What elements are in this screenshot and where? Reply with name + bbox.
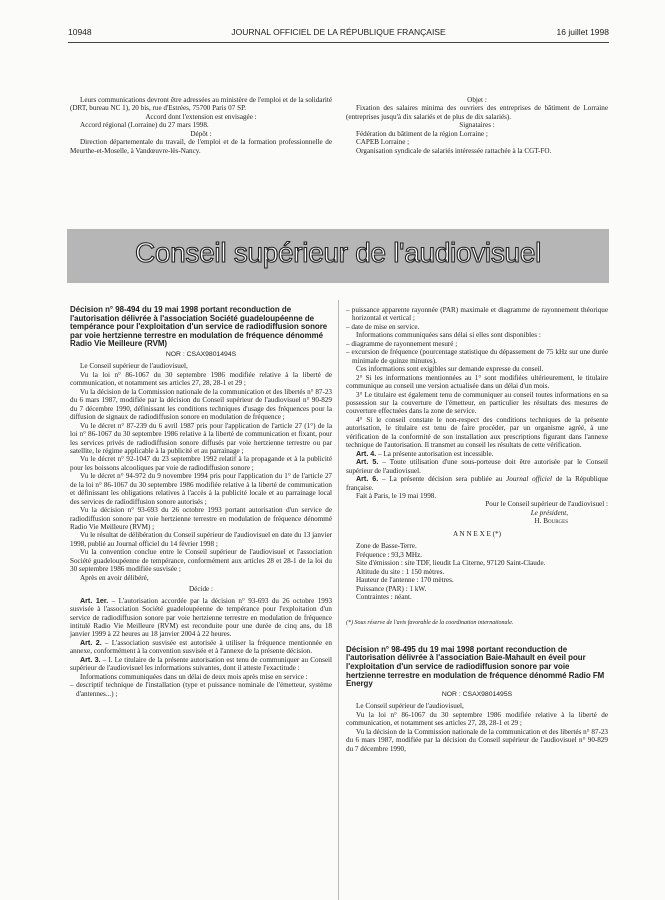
paragraph: Vu le décret n° 87-239 du 6 avril 1987 pris pour l'application de l'article 27 (1°) de la loi n° 86-1067 du 30 septembre 1986 relative à la liberté de communication et fixant, pour les services privés de radiodiffusion sonore diffusés par voie hertzienne terrestre ou par satellite, le régime applicable à la publicité et au parrainage ;: [70, 421, 332, 455]
paragraph: Dépôt :: [190, 129, 212, 138]
journal-name: Journal officiel: [506, 475, 552, 484]
article-text: de la République française.: [346, 475, 608, 492]
article: Art. 3. – I. Le titulaire de la présente autorisation est tenu de communiquer au Conseil supérieur de l'audiovisuel les informations suivantes, dont il atteste l'exactitude :: [70, 655, 333, 673]
issue-date: 16 juillet 1998: [556, 27, 609, 37]
paragraph: 3° Le titulaire est également tenu de communiquer au conseil toutes informations en sa possession sur la couverture de l'émetteur, en particulier les résultats des mesures de couverture effectuées dans la zone de service.: [346, 390, 608, 416]
paragraph: Informations communiquées dans un délai de deux mois après mise en service :: [80, 672, 308, 681]
article: Art. 1er. – L'autorisation accordée par la décision n° 93-693 du 26 octobre 1993 susvisée à l'association Société guadeloupéenne de tempérance pour l'exploitation d'un service de radiodiffusion sonore par voie hertzienne terrestre en modulation de fréquence intitulé Radio Vie Meilleure (RVM) est reconduite pour une durée de cinq ans, du 18 janvier 1999 à 22 heures au 18 janvier 2004 à 22 heures.: [70, 596, 333, 639]
paragraph: Direction départementale du travail, de l'emploi et de la formation professionnelle de Meurthe-et-Moselle, à Vandœuvre-lès-Nancy.: [70, 138, 332, 155]
annexe-footnote: (*) Sous réserve de l'avis favorable de la coordination internationale.: [346, 620, 514, 627]
paragraph: Vu la loi n° 86-1067 du 30 septembre 1986 modifiée relative à la liberté de communication, et notamment ses articles 27, 28, 28-1 et 29 ;: [346, 710, 608, 728]
paragraph: Fédération du bâtiment de la région Lorraine ;: [356, 129, 488, 138]
section-banner: [67, 229, 609, 283]
journal-title: JOURNAL OFFICIEL DE LA RÉPUBLIQUE FRANÇAISE: [231, 27, 446, 37]
annexe-item: Puissance (PAR) : 1 kW.: [356, 584, 427, 593]
article: Art. 5. – Toute utilisation d'une sous-porteuse doit être autorisée par le Conseil supérieur de l'audiovisuel.: [346, 458, 608, 475]
article-text: I. Le titulaire de la présente autorisation est tenu de communiquer au Conseil supérieur de l'audiovisuel les informations suivantes, dont il atteste l'exactitude :: [70, 655, 333, 673]
nor-reference: NOR : CSAX9801495S: [441, 690, 513, 698]
annexe-item: Altitude du site : 1 150 mètres.: [356, 567, 445, 576]
signature-for: Pour le Conseil supérieur de l'audiovisuel :: [485, 500, 608, 509]
paragraph: CAPEB Lorraine ;: [356, 138, 410, 147]
top-left-column: [70, 96, 332, 155]
paragraph: Vu la convention conclue entre le Conseil supérieur de l'audiovisuel et l'association Société guadeloupéenne de tempérance, conformément aux articles 28 et 28-1 de la loi du 30 septembre 1986 modifiée susvisée ;: [70, 548, 332, 574]
paragraph: Vu la loi n° 86-1067 du 30 septembre 1986 modifiée relative à la liberté de communication, et notamment ses articles 27, 28, 28-1 et 29 ;: [70, 370, 332, 388]
article-label: Art. 1er.: [80, 596, 109, 605]
paragraph: Vu la décision de la Commission nationale de la communication et des libertés n° 87-23 du 6 mars 1987, modifiée par la décision du Conseil supérieur de l'audiovisuel n° 90-829 du 7 décembre 1990,: [346, 727, 608, 753]
list-item: – excursion de fréquence (pourcentage statistique du dépassement de 75 kHz sur une durée minimale de quinze minutes).: [346, 348, 608, 365]
article-label: Art. 2.: [80, 638, 102, 647]
paragraph: Organisation syndicale de salariés intéressée rattachée à la CGT-FO.: [356, 146, 552, 155]
paragraph: Vu le résultat de délibération du Conseil supérieur de l'audiovisuel en date du 13 janvier 1998, publié au Journal officiel du 14 février 1998 ;: [70, 531, 332, 548]
decision-title: Décision n° 98-495 du 19 mai 1998 portant reconduction de l'autorisation délivrée à l'association Baie-Mahault en éveil pour l'exploitation d'un service de radiodiffusion sonore par voie hertzienne terrestre en modulation de fréquence dénommé Radio FM Energy: [346, 644, 605, 689]
article-text: La présente décision sera publiée au: [389, 475, 503, 484]
article-label: Art. 6.: [356, 475, 379, 484]
list-item: – diagramme de rayonnement mesuré ;: [346, 339, 458, 348]
annexe-title: A N N E X E (*): [453, 529, 501, 538]
place-date: Fait à Paris, le 19 mai 1998.: [356, 491, 437, 500]
header-rule: [68, 42, 609, 43]
page-header: [68, 27, 609, 41]
paragraph: Vu le décret n° 94-972 du 9 novembre 1994 pris pour l'application du 1° de l'article 27 de la loi n° 86-1067 du 30 septembre 1986 modifiée relative à la liberté de communication et définissant les obligations relatives à l'accès à la publicité locale et au parrainage local des services de radiodiffusion sonore autorisés ;: [70, 472, 332, 506]
decide-heading: Décide :: [189, 585, 213, 594]
annexe-item: Site d'émission : site TDF, lieudit La Citerne, 97120 Saint-Claude.: [356, 559, 546, 568]
article: Art. 2. – L'association susvisée est autorisée à utiliser la fréquence mentionnée en annexe, conformément à la convention susvisée et à l'annexe de la présente décision.: [70, 638, 332, 656]
decision-title: Décision n° 98-494 du 19 mai 1998 portant reconduction de l'autorisation délivrée à l'association Société guadeloupéenne de tempérance pour l'exploitation d'un service de radiodiffusion sonore par voie hertzienne terrestre en modulation de fréquence dénommé Radio Vie Meilleure (RVM): [70, 305, 328, 349]
annexe-item: Fréquence : 93,3 MHz.: [356, 550, 423, 559]
paragraph: Leurs communications devront être adressées au ministère de l'emploi et de la solidarité (DRT, bureau NC 1), 20 bis, rue d'Estrées, 75700 Paris 07 SP.: [70, 96, 332, 113]
article-text: L'autorisation accordée par la décision n° 93-693 du 26 octobre 1993 susvisée à l'association Société guadeloupéenne de tempérance pour l'exploitation d'un service de radiodiffusion sonore par voie hertzienne terrestre en modulation de fréquence intitulé Radio Vie Meilleure (RVM) est reconduite pour une durée de cinq ans, du 18 janvier 1999 à 22 heures au 18 janvier 2004 à 22 heures.: [70, 596, 333, 639]
signature-name: H. Bourges: [534, 517, 568, 526]
article: Art. 6. – La présente décision sera publiée au Journal officiel de la République française.: [346, 475, 608, 492]
left-column: [70, 306, 332, 698]
section-title: Conseil supérieur de l'audiovisuel: [134, 237, 542, 268]
paragraph: Accord dont l'extension est envisagée :: [145, 112, 257, 121]
paragraph: 2° Si les informations mentionnées au 1° sont modifiées ultérieurement, le titulaire communique au conseil une version actualisée dans un délai d'un mois.: [346, 373, 608, 391]
paragraph: Ces informations sont exigibles sur demande expresse du conseil.: [356, 365, 544, 374]
annexe-item: Zone de Basse-Terre.: [356, 542, 417, 551]
paragraph: Objet :: [467, 96, 487, 104]
paragraph: Signataires :: [459, 121, 495, 130]
nor-reference: NOR : CSAX9801494S: [165, 350, 237, 358]
article-text: L'association susvisée est autorisée à utiliser la fréquence mentionnée en annexe, conformément à la convention susvisée et à l'annexe de la présente décision.: [70, 638, 332, 656]
list-item: – descriptif technique de l'installation (type et puissance nominale de l'émetteur, système d'antennes...) ;: [70, 681, 332, 698]
article-text: Toute utilisation d'une sous-porteuse doit être autorisée par le Conseil supérieur de l'audiovisuel.: [346, 458, 608, 475]
paragraph: Accord régional (Lorraine) du 27 mars 1998.: [80, 121, 209, 130]
article-label: Art. 3.: [80, 655, 101, 664]
paragraph: Vu la décision n° 93-693 du 26 octobre 1993 portant autorisation d'un service de radiodiffusion sonore par voie hertzienne terrestre en modulation de fréquence dénommé Radio Vie Meilleure (RVM) ;: [70, 506, 332, 532]
paragraph: Après en avoir délibéré,: [80, 573, 149, 582]
paragraph: Fixation des salaires minima des ouvriers des entreprises de bâtiment de Lorraine (entreprises jusqu'à dix salariés et de plus de dix salariés).: [346, 104, 608, 121]
paragraph: 4° Si le conseil constate le non-respect des conditions techniques de la présente autorisation, le titulaire est tenu de faire procéder, par un organisme agréé, à une vérification de la conformité de son installation aux prescriptions figurant dans l'annexe technique de l'autorisation. Il transmet au conseil les résultats de cette vérification.: [346, 415, 608, 450]
paragraph: Vu le décret n° 92-1047 du 23 septembre 1992 relatif à la propagande et à la publicité pour les boissons alcooliques par voie de radiodiffusion sonore ;: [70, 455, 332, 472]
paragraph: Le Conseil supérieur de l'audiovisuel,: [356, 702, 464, 711]
article-text: La présente autorisation est incessible.: [383, 449, 494, 458]
top-right-column: [346, 96, 608, 155]
annexe-item: Contraintes : néant.: [356, 592, 412, 601]
signature-role: Le président,: [530, 508, 568, 517]
paragraph: Vu la décision de la Commission nationale de la communication et des libertés n° 87-23 du 6 mars 1987, modifiée par la décision du Conseil supérieur de l'audiovisuel n° 90-829 du 7 décembre 1990, définissant les conditions techniques d'usage des fréquences pour la diffusion de signaux de radiodiffusion sonore en modulation de fréquence ;: [70, 387, 332, 422]
paragraph: Le Conseil supérieur de l'audiovisuel,: [80, 362, 188, 371]
page-number: 10948: [68, 27, 92, 37]
article-label: Art. 4.: [356, 449, 377, 458]
article-label: Art. 5.: [356, 458, 379, 467]
right-column: [346, 306, 608, 753]
list-item: – puissance apparente rayonnée (PAR) maximale et diagramme de rayonnement théorique horizontal et vertical ;: [346, 306, 608, 323]
column-divider: [338, 300, 339, 900]
list-item: – date de mise en service.: [346, 322, 420, 331]
annexe-item: Hauteur de l'antenne : 170 mètres.: [356, 576, 454, 585]
paragraph: Informations communiquées sans délai si elles sont disponibles :: [356, 331, 541, 340]
article: Art. 4. – La présente autorisation est incessible.: [356, 449, 494, 458]
